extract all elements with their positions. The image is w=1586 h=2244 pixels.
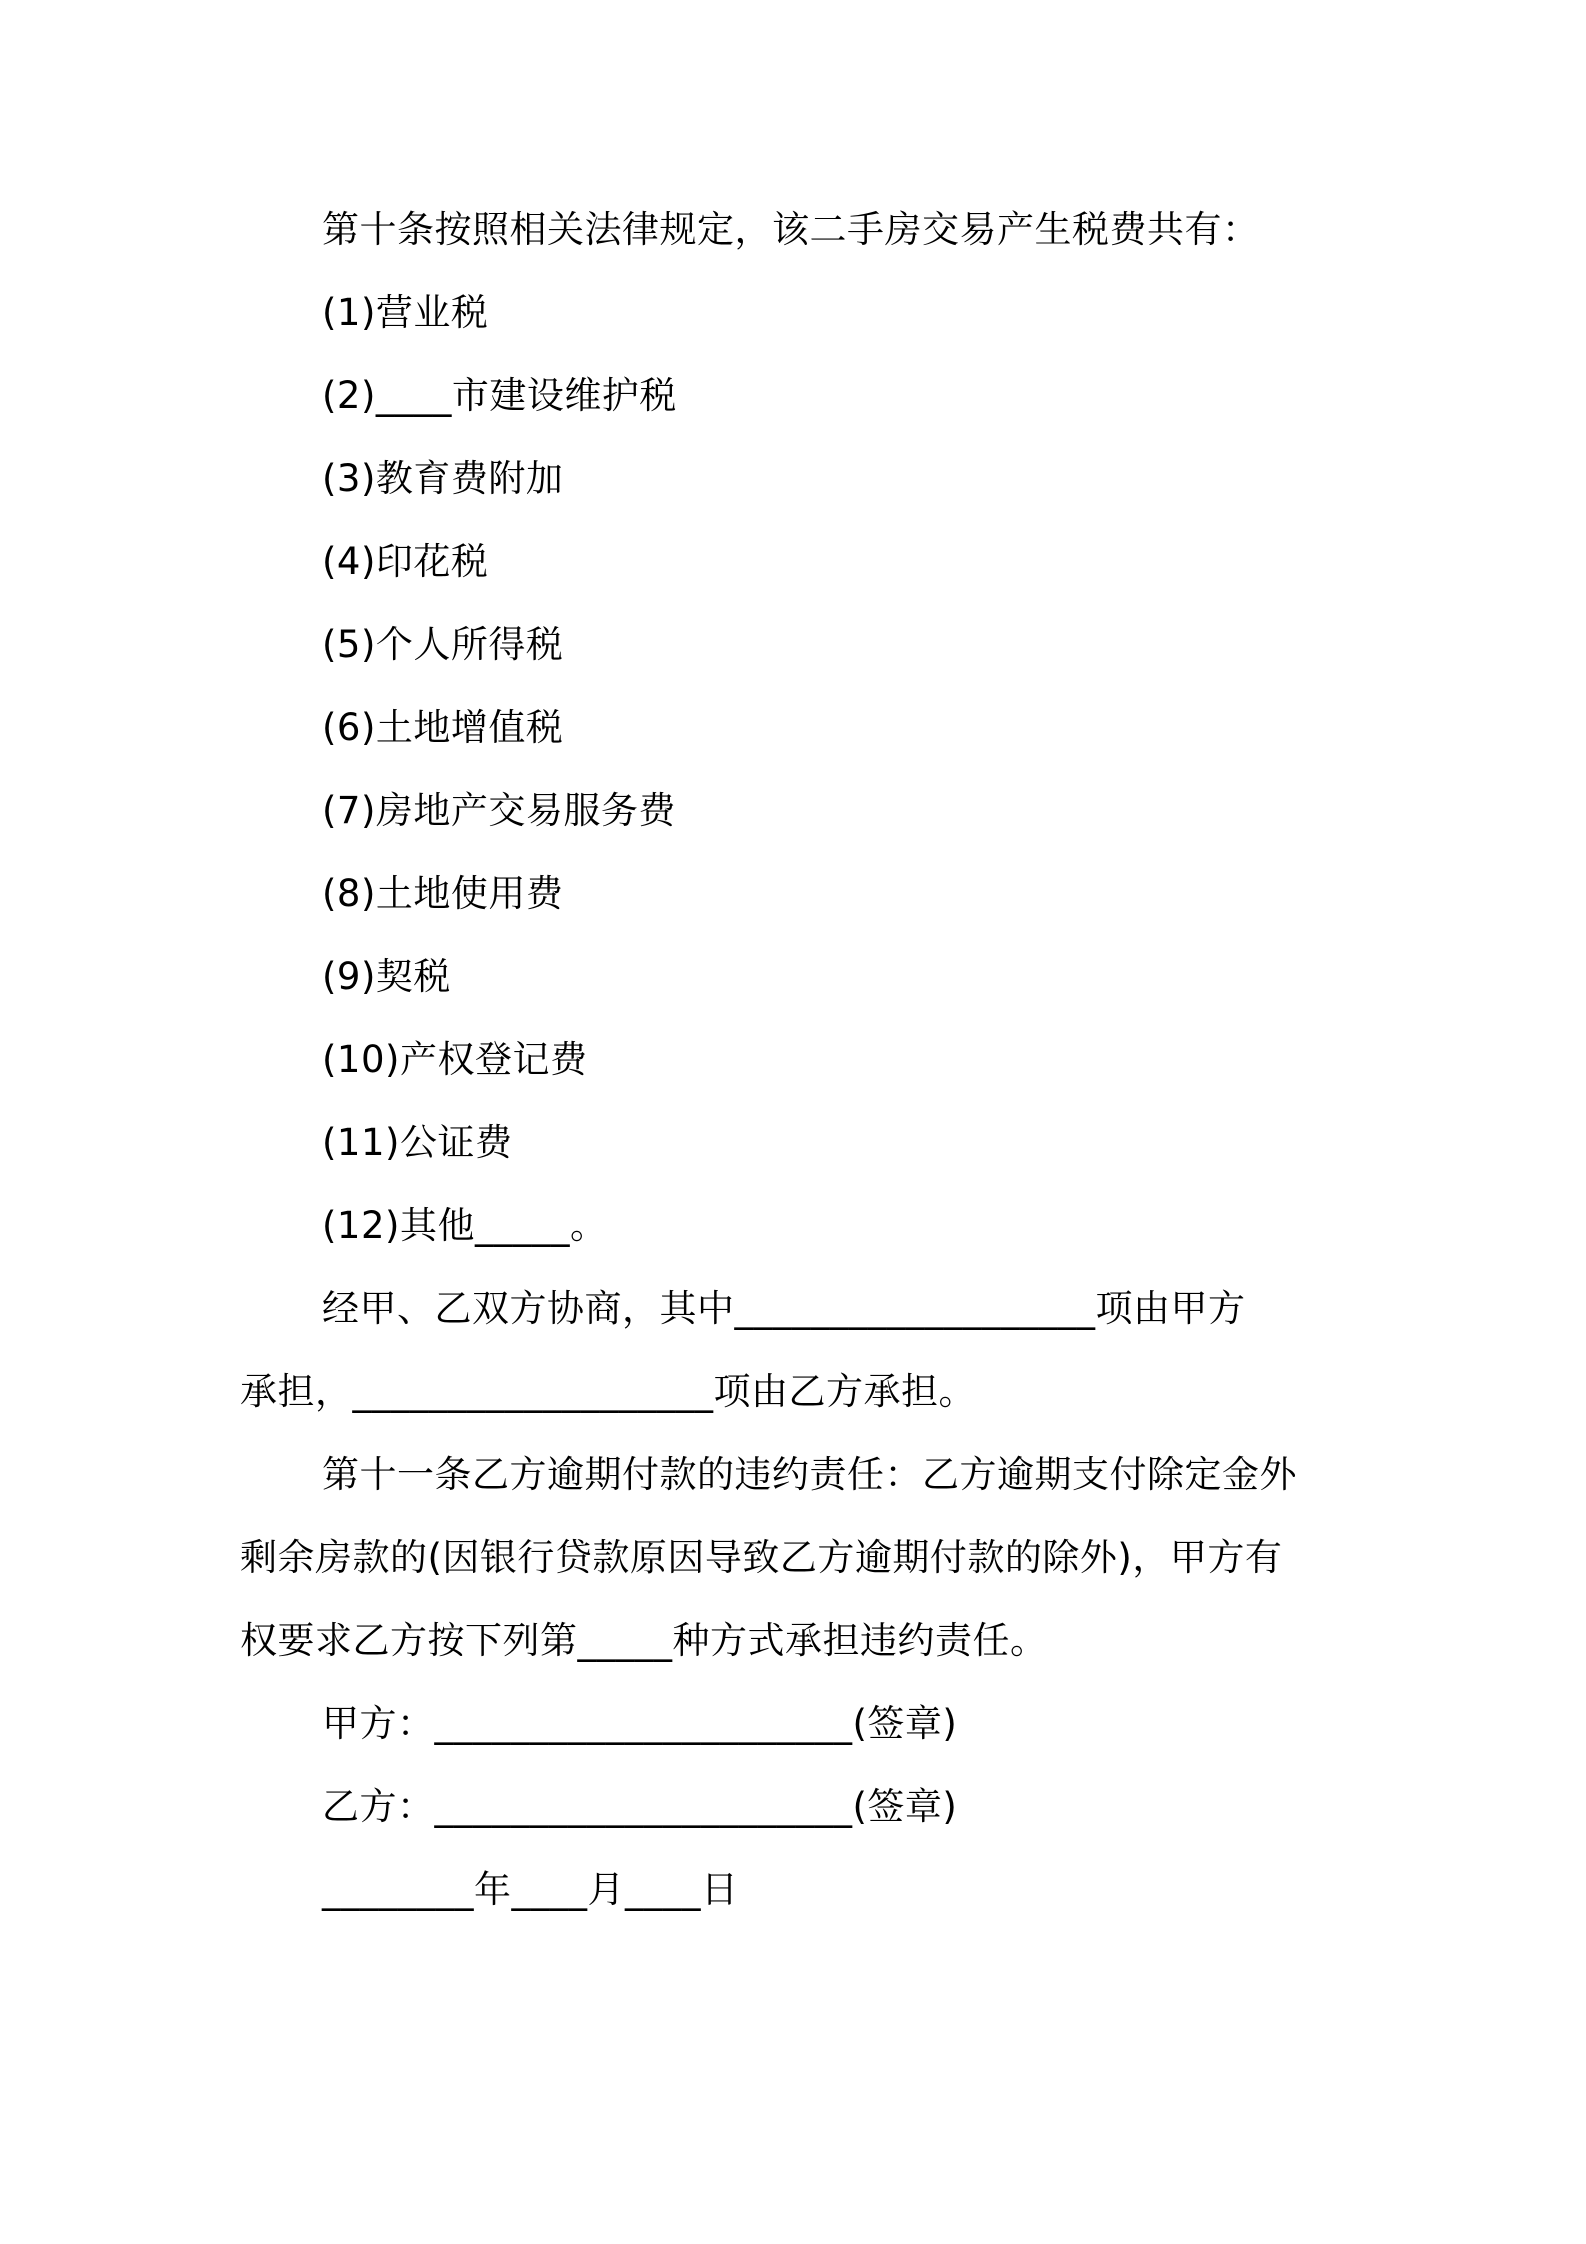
article-11-line-3: 权要求乙方按下列第_____种方式承担违约责任。 [240,1619,1048,1662]
tax-item: (1)营业税 [322,291,489,334]
tax-item: (7)房地产交易服务费 [322,789,676,832]
party-b-signature: 乙方：______________________(签章) [322,1785,958,1828]
tax-item: (6)土地增值税 [322,706,564,749]
tax-item: (12)其他_____。 [322,1204,608,1247]
tax-item: (9)契税 [322,955,451,998]
tax-item: (3)教育费附加 [322,457,564,500]
tax-item: (11)公证费 [322,1121,513,1164]
signature-date: ________年____月____日 [322,1868,739,1911]
tax-item: (8)土地使用费 [322,872,564,915]
article-10-heading: 第十条按照相关法律规定，该二手房交易产生税费共有： [322,208,1260,251]
article-11-line-2: 剩余房款的(因银行贷款原因导致乙方逾期付款的除外)，甲方有 [240,1536,1283,1579]
article-11-line-1: 第十一条乙方逾期付款的违约责任：乙方逾期支付除定金外 [322,1453,1297,1496]
tax-item: (10)产权登记费 [322,1038,588,1081]
tax-item: (4)印花税 [322,540,489,583]
party-a-signature: 甲方：______________________(签章) [322,1702,958,1745]
tax-item: (5)个人所得税 [322,623,564,666]
agreement-line-2: 承担，___________________项由乙方承担。 [240,1370,976,1413]
agreement-line-1: 经甲、乙双方协商，其中___________________项由甲方 [322,1287,1246,1330]
tax-item: (2)____市建设维护税 [322,374,677,417]
